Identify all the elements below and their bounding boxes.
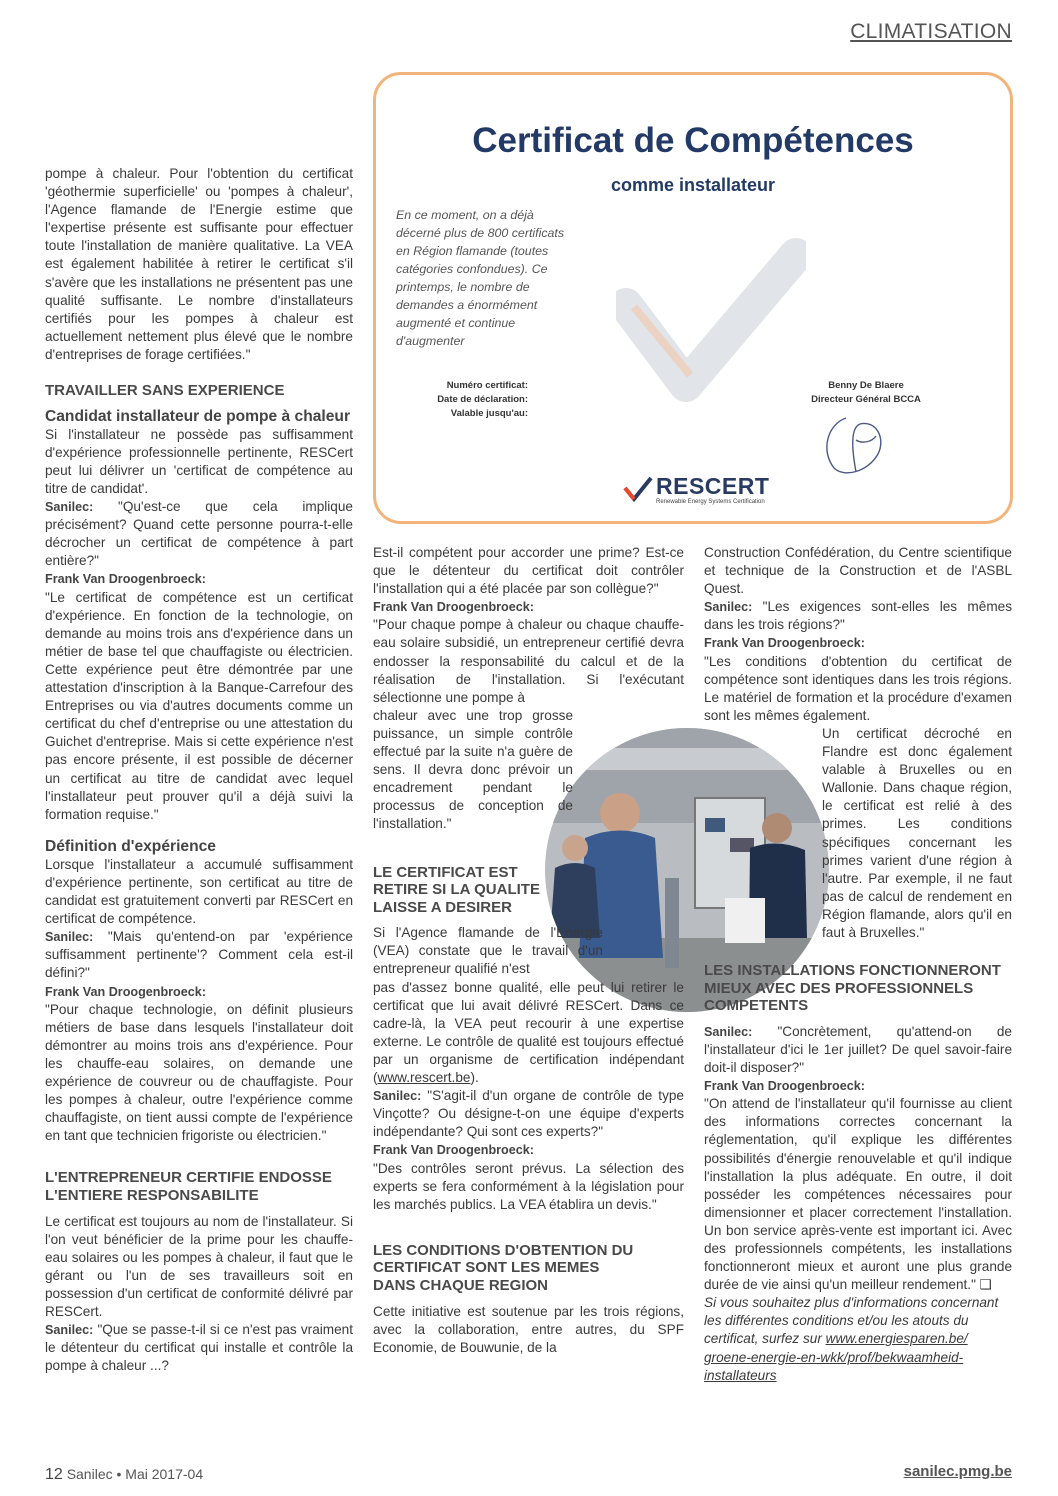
rescert-link[interactable]: www.rescert.be: [377, 1070, 471, 1086]
interview-question: [45, 498, 353, 570]
interview-question: [45, 928, 353, 982]
info-note: [704, 1294, 1012, 1384]
certificate-subtitle: comme installateur: [610, 175, 776, 195]
paragraph: Si l'installateur ne possède pas suffisamment d'expérience professionnelle pertinente, RESCert peut lui délivrer un 'certificat de compétence au titre de candidat'.: [45, 426, 353, 496]
rescert-brand: RESCERT: [656, 473, 770, 499]
interview-question: [373, 1087, 684, 1141]
paragraph: Le certificat est toujours au nom de l'installateur. Si l'on veut bénéficier de la prime pour les chauffe-eau solaires ou les pompes à chaleur, il faut que le gérant ou l'un de ses travailleurs soit en possession d'un certificat de conformité délivré par RESCert.: [45, 1213, 353, 1320]
signer-block: [786, 379, 946, 407]
checkmark-watermark-icon: [616, 235, 806, 405]
answer-text: "On attend de l'installateur qu'il fournisse au client des informations correctes concernant la réglementation, qu'il explique les différentes possibilités d'énergie renouvelable et qu'il indique l'installation la plus adéquate. En outre, il doit posséder les compétences nécessaires pour dimensionner et placer correctement l'installation. Un bon service après-vente est important ici. Avec des professionnels compétents, les installations fonctionneront mieux et auront une plus grande durée de vie ainsi qu'un meilleur rendement." ❑: [704, 1096, 1012, 1293]
speaker-label: Frank Van Droogenbroeck:: [45, 572, 206, 587]
speaker-label: Frank Van Droogenbroeck:: [704, 636, 865, 651]
certificate-quote: En ce moment, on a déjà décerné plus de 800 certificats en Région flamande (toutes catégories confondues). Ce printemps, le nombre de demandes a énormément augmenté et continue d'augmenter: [396, 208, 565, 348]
interview-question: [45, 1321, 353, 1375]
answer-text: "Le certificat de compétence est un certificat d'expérience. En fonction de la technologie, on demande au moins trois ans d'expérience dans un métier de base tel que chauffagiste ou électricien. Cette expérience peut être démontrée par une attestation d'inscription à la Banque-Carrefour des Entreprises ou via d'autres documents comme un certificat du chef d'entreprise ou une attestation du Guichet d'entreprise. Mais si cette expérience n'est pas encore présente, il est possible de décerner un certificat au titre de candidat avec lequel l'installateur peut prouver qu'il a déjà suivi la formation requise.": [45, 589, 353, 822]
speaker-label: Frank Van Droogenbroeck:: [704, 1079, 865, 1094]
interview-question: [704, 1023, 1012, 1077]
note-text: Si vous souhaitez plus d'informations concernant les différentes conditions et/ou les atouts du certificat, surfez sur: [704, 1295, 999, 1347]
speaker-label: Sanilec:: [45, 1323, 94, 1338]
article-column-1: [45, 165, 353, 1375]
speaker-label: Sanilec:: [373, 1089, 422, 1104]
footer-site-link[interactable]: sanilec.pmg.be: [903, 1463, 1012, 1480]
article-column-3: [704, 544, 1012, 1385]
question-text: "Que se passe-t-il si ce n'est pas vraiment le détenteur du certificat qui installe et contrôle la pompe à chaleur ...?: [45, 1322, 354, 1374]
speaker-label: Frank Van Droogenbroeck:: [45, 984, 206, 999]
paragraph: Cette initiative est soutenue par les trois régions, avec la collaboration, entre autres, du SPF Economie, de Bouwunie, de la: [373, 1303, 684, 1355]
answer-text: "Pour chaque pompe à chaleur ou chaque chauffe-eau solaire subsidié, un entrepreneur certifié devra endosser la responsabilité du calcul et de la réalisation de l'installation. Si l'exécutant sélectionne une pompe à: [373, 617, 684, 705]
paragraph: Lorsque l'installateur a accumulé suffisamment d'expérience pertinente, son certificat au titre de candidat est gratuitement converti par RESCert en certificat de compétence.: [45, 856, 353, 927]
paragraph-text: ).: [470, 1070, 479, 1086]
paragraph-wrapped: Si l'Agence flamande de l'Energie (VEA) constate que le travail d'un entrepreneur qualifié n'est: [373, 925, 603, 977]
question-text: "Mais qu'entend-on par 'expérience suffisamment pertinente'? Comment cela est-il défini?": [45, 929, 353, 981]
certificate-title: Certificat de Compétences: [472, 121, 914, 160]
paragraph: Construction Confédération, du Centre scientifique et technique de la Construction et de l'ASBL Quest.: [704, 545, 1012, 597]
signer-title: Directeur Général BCCA: [811, 394, 921, 405]
answer-text: "Des contrôles seront prévus. La sélection des experts se fera conformément à la législation pour les marchés publics. La VEA établira un devis.": [373, 1160, 684, 1212]
speaker-label: Frank Van Droogenbroeck:: [373, 1143, 534, 1158]
speaker-label: Sanilec:: [45, 500, 94, 515]
question-text: "Qu'est-ce que cela implique précisément? Quand cette personne pourra-t-elle décrocher un certificat de compétence à part entière?": [45, 499, 353, 569]
section-heading: LE CERTIFICAT EST RETIRE SI LA QUALITE LAISSE A DESIRER: [373, 863, 540, 916]
answer-text-wrapped: chaleur avec une trop grosse puissance, un simple contrôle effectué par la suite n'a guère de sens. Il devra donc prévoir un encadrement pendant le processus de conception de l'installation.": [373, 707, 573, 832]
signer-name: Benny De Blaere: [828, 380, 904, 391]
answer-text: "Pour chaque technologie, on définit plusieurs métiers de base dans lesquels l'installateur doit démontrer au moins trois ans d'expérience. Pour les chauffe-eau solaires, on demande une expérience de couvreur ou de chauffagiste. Pour les pompes à chaleur, outre l'expérience comme chauffagiste, on tient aussi compte de l'expérience en tant que technicien frigoriste ou électricien.": [45, 1001, 353, 1144]
speaker-label: Sanilec:: [45, 930, 94, 945]
article-column-2: [373, 544, 684, 1357]
rescert-tagline: Renewable Energy Systems Certification: [656, 499, 765, 505]
paragraph: [373, 979, 684, 1088]
question-text: "S'agit-il d'un organe de contrôle de type Vinçotte? Ou désigne-t-on une équipe d'experts indépendante? Qui sont ces experts?": [373, 1088, 684, 1140]
certificate-labels: [416, 379, 528, 421]
speaker-label: Frank Van Droogenbroeck:: [373, 600, 534, 615]
energiesparen-link[interactable]: www.energiesparen.be/: [825, 1331, 968, 1347]
interview-question: [704, 598, 1012, 634]
answer-text-wrapped: Un certificat décroché en Flandre est donc également valable à Bruxelles ou en Wallonie. Dans chaque région, le certificat est relié à des primes. Les conditions spécifiques concernant les primes varient d'une région à l'autre. Par exemple, il ne faut pas de calcul de rendement en Région flamande, alors qu'il en faut à Bruxelles.": [822, 725, 1012, 940]
speaker-label: Sanilec:: [704, 600, 753, 615]
section-heading: L'ENTREPRENEUR CERTIFIE ENDOSSE L'ENTIERE RESPONSABILITE: [45, 1169, 332, 1204]
signature-icon: [816, 410, 896, 480]
paragraph: pompe à chaleur. Pour l'obtention du certificat 'géothermie superficielle' ou 'pompes à chaleur', l'Agence flamande de l'Energie estime que l'expertise présente est suffisante pour effectuer toute l'installation de manière qualitative. La VEA est également habilitée à retirer le certificat s'il s'avère que les installations ne présentent pas une qualité suffisante. Le nombre d'installateurs certifiés pour les pompes à chaleur est actuellement nettement plus élevé que le nombre d'entreprises de forage certifiées.": [45, 166, 353, 362]
page-number: 12: [45, 1466, 63, 1483]
check-logo-icon: [622, 475, 654, 503]
footer-left: [45, 1466, 203, 1484]
section-heading: LES CONDITIONS D'OBTENTION DU CERTIFICAT SONT LES MEMES DANS CHAQUE REGION: [373, 1241, 634, 1294]
section-heading: LES INSTALLATIONS FONCTIONNERONT MIEUX AVEC DES PROFESSIONNELS COMPETENTS: [704, 962, 1001, 1015]
question-text: "Concrètement, qu'attend-on de l'installateur d'ici le 1er juillet? De quel savoir-faire doit-il disposer?": [704, 1023, 1012, 1076]
paragraph-text: pas d'assez bonne qualité, elle peut lui retirer le certificat que lui avait délivré RESCert. Dans ce cadre-là, la VEA peut recourir à une expertise externe. Le contrôle de qualité est toujours effectué par un organisme de certification indépendant (: [373, 979, 684, 1086]
certificate-figure: [373, 72, 1013, 524]
publication-info: Sanilec • Mai 2017-04: [66, 1466, 204, 1482]
sub-heading: Candidat installateur de pompe à chaleur: [45, 407, 351, 425]
paragraph: Est-il compétent pour accorder une prime? Est-ce que le détenteur du certificat doit contrôler l'installation qui a été placée par son collègue?": [373, 545, 684, 597]
label-valid: Valable jusqu'au:: [450, 408, 528, 419]
answer-text: "Les conditions d'obtention du certificat de compétence sont identiques dans les trois régions. Le matériel de formation et la procédure d'examen sont les mêmes également.: [704, 653, 1012, 723]
label-date: Date de déclaration:: [437, 394, 528, 405]
question-text: "Les exigences sont-elles les mêmes dans les trois régions?": [704, 599, 1012, 633]
sub-heading: Définition d'expérience: [45, 837, 216, 855]
energiesparen-link-path[interactable]: groene-energie-en-wkk/prof/bekwaamheid-installateurs: [704, 1349, 964, 1383]
section-tag: CLIMATISATION: [850, 20, 1012, 43]
label-number: Numéro certificat:: [446, 380, 528, 391]
speaker-label: Sanilec:: [704, 1024, 753, 1039]
section-heading: TRAVAILLER SANS EXPERIENCE: [45, 382, 285, 400]
